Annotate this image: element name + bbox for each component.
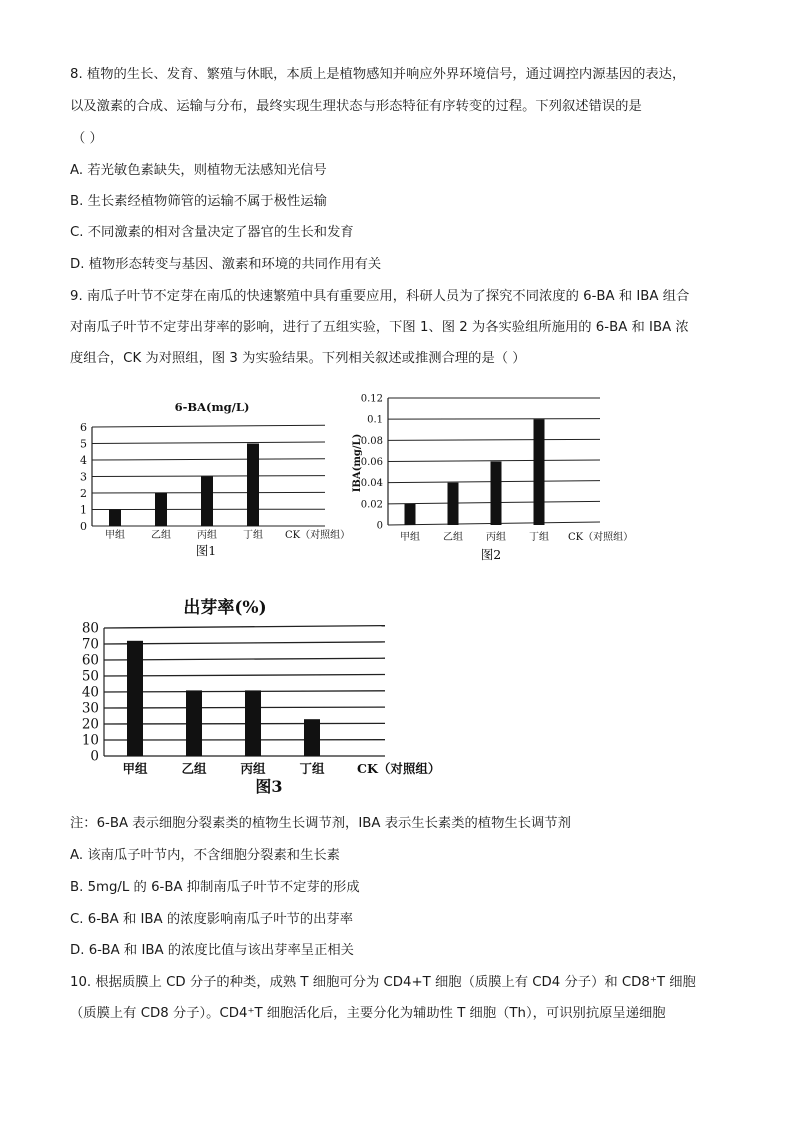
category-label: 乙组 <box>443 532 463 543</box>
gridline <box>104 707 385 708</box>
category-label: CK（对照组） <box>357 761 441 776</box>
y-tick-label: 0.06 <box>360 457 383 468</box>
y-tick-label: 1 <box>80 503 87 517</box>
category-label: 乙组 <box>151 530 171 541</box>
q9-option-b: B. 5mg/L 的 6-BA 抑制南瓜子叶节不定芽的形成 <box>70 880 360 895</box>
y-tick-label: 70 <box>81 636 99 653</box>
bar-4 <box>534 419 545 525</box>
y-tick-label: 10 <box>81 732 99 749</box>
category-label: 甲组 <box>122 761 148 776</box>
y-tick-label: 40 <box>81 684 99 701</box>
category-label: CK（对照组） <box>285 530 351 541</box>
y-tick-label: 6 <box>80 420 87 434</box>
y-tick-label: 4 <box>80 453 87 467</box>
bar-2 <box>186 690 202 756</box>
q10-stem-line-2: （质膜上有 CD8 分子）。CD4⁺T 细胞活化后，主要分化为辅助性 T 细胞（Th），可识别抗原呈递细胞 <box>70 1006 666 1021</box>
bar-4 <box>304 719 320 756</box>
category-label: 丁组 <box>299 761 325 776</box>
bar-4 <box>247 444 259 527</box>
figure-2-chart <box>340 385 640 570</box>
q9-stem-line-3: 度组合，CK 为对照组，图 3 为实验结果。下列相关叙述或推测合理的是（ ） <box>70 351 526 366</box>
bar-3 <box>491 462 502 526</box>
bar-3 <box>245 690 261 756</box>
category-label: 乙组 <box>181 761 207 776</box>
figure-caption: 图2 <box>480 547 502 562</box>
gridline <box>104 658 385 660</box>
category-label: 丙组 <box>240 761 266 776</box>
y-tick-label: 0.04 <box>360 478 383 490</box>
category-label: 甲组 <box>400 532 420 543</box>
figure-caption: 图1 <box>195 543 217 558</box>
category-label: 丁组 <box>529 532 549 543</box>
y-tick-label: 3 <box>80 470 87 484</box>
q9-note: 注：6-BA 表示细胞分裂素类的植物生长调节剂，IBA 表示生长素类的植物生长调节剂 <box>70 816 571 831</box>
figure-2-svg <box>340 385 640 570</box>
q9-option-c: C. 6-BA 和 IBA 的浓度影响南瓜子叶节的出芽率 <box>70 912 354 927</box>
gridline <box>92 459 325 460</box>
category-label: 甲组 <box>105 530 125 541</box>
gridline <box>388 460 600 462</box>
gridline <box>104 675 385 677</box>
gridline <box>92 442 325 444</box>
figure-3-chart <box>60 592 440 802</box>
category-label: 丙组 <box>486 532 506 543</box>
y-tick-label: 5 <box>80 437 87 451</box>
y-tick-label: 60 <box>81 652 99 669</box>
figure-3-svg <box>60 592 440 802</box>
category-label: 丁组 <box>243 530 263 541</box>
bar-1 <box>405 504 416 525</box>
q10-stem-line-1: 10. 根据质膜上 CD 分子的种类，成熟 T 细胞可分为 CD4+T 细胞（质膜上有 CD4 分子）和 CD8⁺T 细胞 <box>70 975 696 990</box>
y-tick-label: 0.02 <box>360 499 383 511</box>
q9-stem-line-1: 9. 南瓜子叶节不定芽在南瓜的快速繁殖中具有重要应用，科研人员为了探究不同浓度的 6-BA 和 IBA 组合 <box>70 289 690 304</box>
y-tick-label: 0 <box>80 519 87 533</box>
y-tick-label: 2 <box>80 486 87 500</box>
y-tick-label: 0.08 <box>360 435 383 447</box>
y-tick-label: 0 <box>90 748 99 765</box>
q8-option-b: B. 生长素经植物筛管的运输不属于极性运输 <box>70 194 327 209</box>
y-tick-label: 0.12 <box>360 393 383 405</box>
q8-stem-line-2: 以及激素的合成、运输与分布，最终实现生理状态与形态特征有序转变的过程。下列叙述错误的是 <box>70 99 642 114</box>
gridline <box>104 691 385 692</box>
gridline <box>104 723 385 724</box>
gridline <box>104 642 385 644</box>
q8-stem-line-1: 8. 植物的生长、发育、繁殖与休眠，本质上是植物感知并响应外界环境信号，通过调控内源基因的表达， <box>70 67 686 82</box>
category-label: CK（对照组） <box>568 532 634 543</box>
q8-option-d: D. 植物形态转变与基因、激素和环境的共同作用有关 <box>70 257 382 272</box>
gridline <box>92 425 325 427</box>
y-tick-label: 80 <box>81 620 99 637</box>
chart-title: 出芽率(%) <box>183 598 267 618</box>
y-axis-label: IBA(mg/L) <box>352 433 363 493</box>
bar-1 <box>127 641 143 756</box>
figure-1-chart <box>60 395 360 570</box>
q9-option-a: A. 该南瓜子叶节内，不含细胞分裂素和生长素 <box>70 848 340 863</box>
figure-1-svg <box>60 395 360 570</box>
y-tick-label: 30 <box>81 700 99 717</box>
y-tick-label: 50 <box>81 668 99 685</box>
y-tick-label: 0 <box>376 520 383 532</box>
y-tick-label: 20 <box>81 716 99 733</box>
q9-option-d: D. 6-BA 和 IBA 的浓度比值与该出芽率呈正相关 <box>70 943 354 958</box>
q8-answer-blank: （ ） <box>72 131 103 146</box>
gridline <box>92 476 325 477</box>
bar-1 <box>109 510 121 527</box>
gridline <box>104 626 385 628</box>
gridline <box>388 419 600 420</box>
gridline <box>388 439 600 440</box>
bar-3 <box>201 477 213 527</box>
y-tick-label: 0.1 <box>367 414 383 426</box>
chart-title: 6-BA(mg/L) <box>174 400 250 414</box>
q8-option-c: C. 不同激素的相对含量决定了器官的生长和发育 <box>70 225 354 240</box>
bar-2 <box>448 483 459 525</box>
figure-caption: 图3 <box>255 777 283 796</box>
q9-stem-line-2: 对南瓜子叶节不定芽出芽率的影响，进行了五组实验，下图 1、图 2 为各实验组所施用的 6-BA 和 IBA 浓 <box>70 320 689 335</box>
category-label: 丙组 <box>197 530 217 541</box>
q8-option-a: A. 若光敏色素缺失，则植物无法感知光信号 <box>70 163 327 178</box>
bar-2 <box>155 493 167 526</box>
